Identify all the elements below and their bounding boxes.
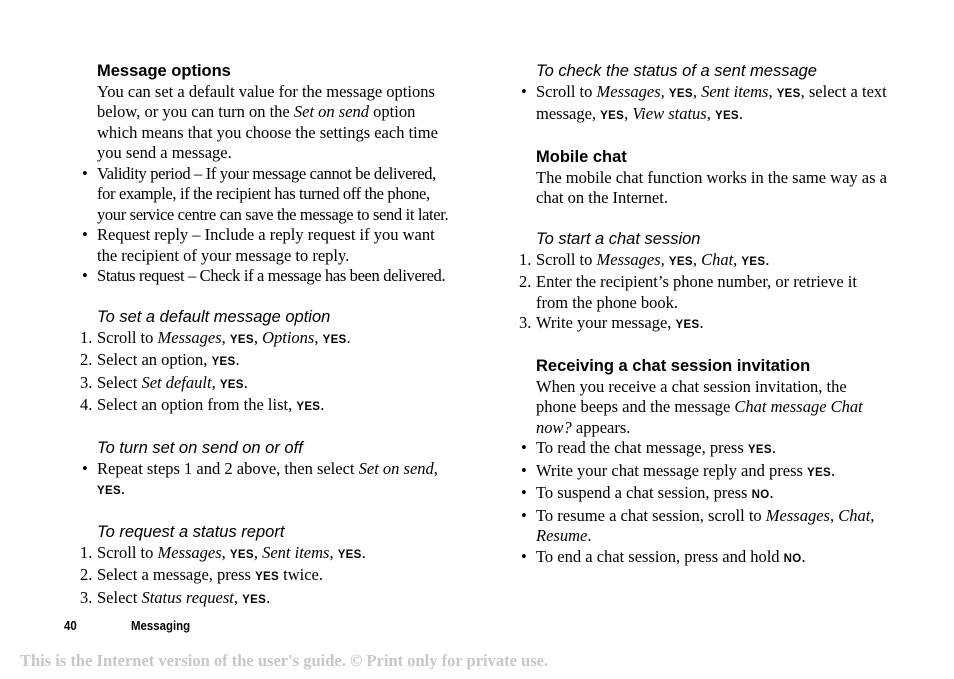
message-options-list (80, 164, 490, 287)
key-yes: YES (675, 319, 700, 331)
right-column (519, 61, 929, 569)
key-yes: YES (807, 466, 831, 479)
key-no: NO (751, 489, 770, 501)
list-item: • To read the chat message, press YES. (521, 438, 776, 457)
list-item: • To end a chat session, press and hold NO. (521, 546, 806, 566)
heading-message-options: Message options (97, 62, 231, 80)
invitation-intro: When you receive a chat session invitation, the phone beeps and the message Chat message Chat now? appears. (536, 376, 863, 437)
set-on-send-list (80, 459, 490, 502)
step-item: 1. Scroll to Messages, YES, Options, YES. (80, 327, 351, 347)
key-yes: YES (600, 110, 625, 122)
key-yes: YES (322, 333, 347, 346)
key-yes: YES (242, 593, 267, 606)
key-yes: YES (668, 87, 693, 100)
left-column (80, 61, 490, 610)
message-options-intro: You can set a default value for the message options below, or you can turn on the Set on send option which means that you choose the settings each time you send a message. (97, 81, 438, 162)
heading-start-chat: To start a chat session (536, 230, 701, 248)
heading-check-status: To check the status of a sent message (536, 62, 817, 80)
mobile-chat-body: The mobile chat function works in the same way as a chat on the Internet. (536, 167, 887, 207)
list-item: • Scroll to Messages, YES, Sent items, YES, select a text message, YES, View status, YES. (521, 81, 887, 123)
key-yes: YES (255, 571, 279, 583)
heading-set-default: To set a default message option (97, 308, 331, 326)
step-item: 2. Select an option, YES. (80, 350, 240, 369)
page-number: 40 (64, 618, 77, 633)
key-yes: YES (776, 87, 801, 100)
bullet-mark: • (82, 266, 88, 285)
key-yes: YES (741, 255, 766, 268)
step-item: 1. Scroll to Messages, YES, Sent items, YES. (80, 542, 366, 562)
section-name: Messaging (131, 618, 191, 633)
step-item: 2. Enter the recipient’s phone number, or retrieve it from the phone book. (519, 272, 857, 312)
key-yes: YES (668, 255, 693, 268)
step-item: 4. Select an option from the list, YES. (80, 395, 325, 414)
key-yes: YES (296, 401, 321, 413)
list-item: • Repeat steps 1 and 2 above, then select Set on send, YES. (82, 458, 438, 498)
key-yes: YES (229, 548, 254, 561)
set-default-steps (80, 328, 490, 418)
key-no: NO (783, 552, 802, 565)
key-yes: YES (219, 378, 244, 391)
heading-status-report: To request a status report (97, 523, 285, 541)
disclaimer-text: This is the Internet version of the user's guide. © Print only for private use. (20, 651, 549, 670)
bullet-mark: • (82, 163, 88, 183)
step-item: 3. Select Set default, YES. (80, 372, 248, 392)
key-yes: YES (97, 485, 121, 497)
heading-invitation: Receiving a chat session invitation (536, 357, 811, 375)
list-item: • To suspend a chat session, press NO. (521, 483, 774, 502)
step-item: 3. Select Status request, YES. (80, 587, 271, 607)
key-yes: YES (337, 548, 362, 561)
check-status-list (519, 82, 929, 127)
key-yes: YES (229, 333, 254, 346)
key-yes: YES (747, 444, 772, 456)
heading-mobile-chat: Mobile chat (536, 148, 627, 166)
list-item: • Request reply – Include a reply request if you want the recipient of your message to reply. (82, 225, 435, 265)
key-yes: YES (714, 110, 739, 122)
heading-set-on-send: To turn set on send on or off (97, 439, 303, 457)
start-chat-steps (519, 250, 929, 336)
step-item: 2. Select a message, press YES twice. (80, 565, 323, 584)
list-item: • Validity period – If your message cannot be delivered, for example, if the recipient has turned off the phone, your service centre can save the message to send it later. (82, 163, 449, 224)
step-item: 1. Scroll to Messages, YES, Chat, YES. (519, 249, 770, 269)
status-report-steps (80, 543, 490, 611)
bullet-mark: • (82, 225, 88, 244)
key-yes: YES (211, 356, 236, 368)
step-item: 3. Write your message, YES. (519, 313, 704, 332)
list-item: • To resume a chat session, scroll to Messages, Chat, Resume. (521, 505, 875, 545)
list-item: • Status request – Check if a message has been delivered. (82, 266, 446, 285)
invitation-list (519, 438, 929, 569)
list-item: • Write your chat message reply and press YES. (521, 460, 836, 480)
